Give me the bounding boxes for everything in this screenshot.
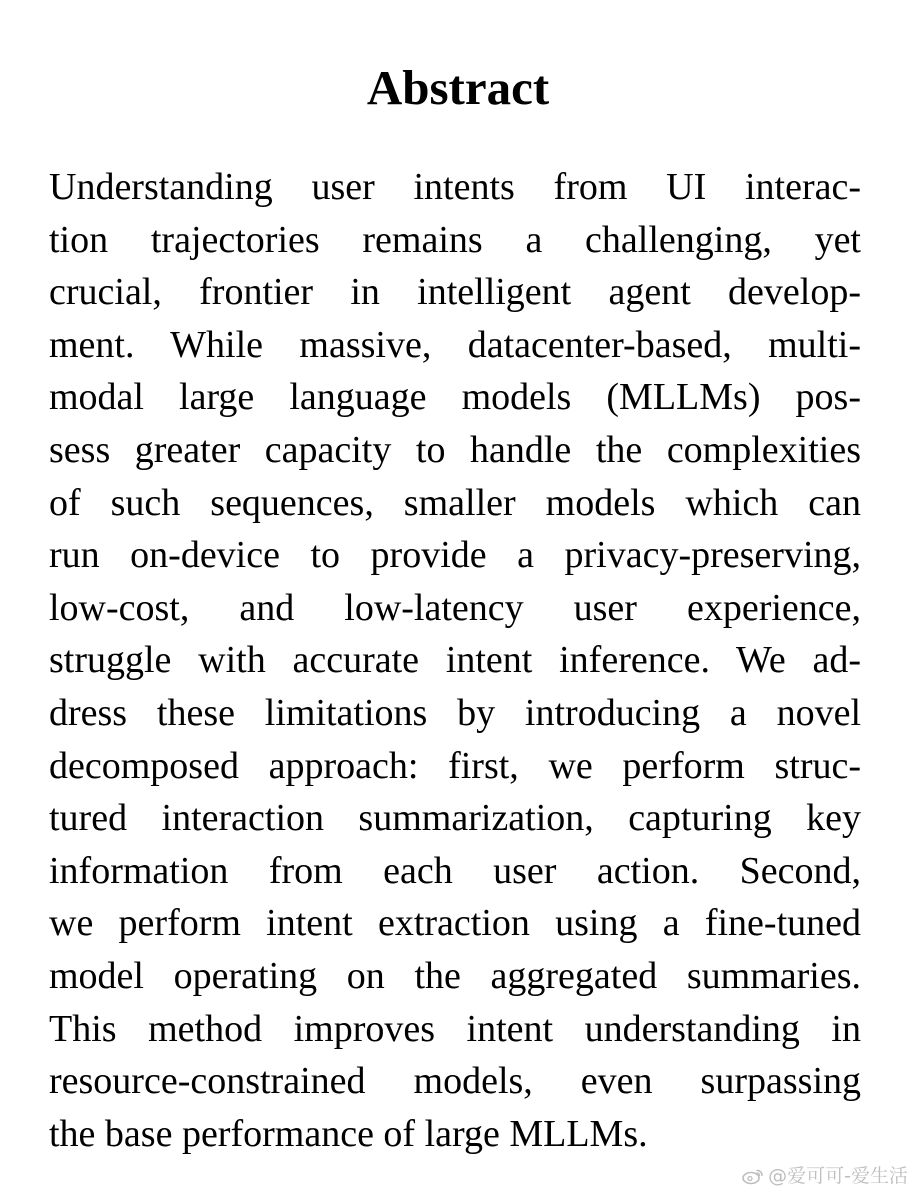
abstract-heading: Abstract (366, 60, 550, 115)
watermark (742, 1164, 908, 1188)
abstract-line: the base performance of large MLLMs. (49, 1112, 648, 1155)
abstract-body (49, 161, 861, 1160)
abstract-line: crucial, frontier in intelligent agent develop- (49, 271, 861, 314)
abstract-line: This method improves intent understanding in (49, 1007, 861, 1050)
abstract-line: tured interaction summarization, capturing key (49, 797, 861, 840)
abstract-line: run on-device to provide a privacy-preserving, (49, 534, 861, 577)
abstract-line: model operating on the aggregated summaries. (49, 954, 861, 997)
abstract-line: decomposed approach: first, we perform struc- (49, 744, 861, 787)
abstract-line: ment. While massive, datacenter-based, multi- (49, 323, 861, 366)
watermark-text: @爱可可-爱生活 (768, 1165, 908, 1187)
abstract-line: dress these limitations by introducing a novel (49, 691, 861, 734)
abstract-line: we perform intent extraction using a fine-tuned (49, 902, 861, 945)
abstract-line: resource-constrained models, even surpassing (49, 1060, 861, 1103)
abstract-line: tion trajectories remains a challenging, yet (49, 218, 861, 261)
abstract-line: Understanding user intents from UI interac- (49, 166, 861, 208)
weibo-icon (742, 1167, 764, 1185)
abstract-line: low-cost, and low-latency user experience, (49, 586, 861, 629)
abstract-line: struggle with accurate intent inference. We ad- (49, 639, 861, 682)
abstract-line: modal large language models (MLLMs) pos- (49, 376, 861, 419)
abstract-line: information from each user action. Second, (49, 849, 861, 892)
abstract-line: of such sequences, smaller models which can (49, 481, 861, 524)
abstract-line: sess greater capacity to handle the complexities (49, 428, 861, 471)
